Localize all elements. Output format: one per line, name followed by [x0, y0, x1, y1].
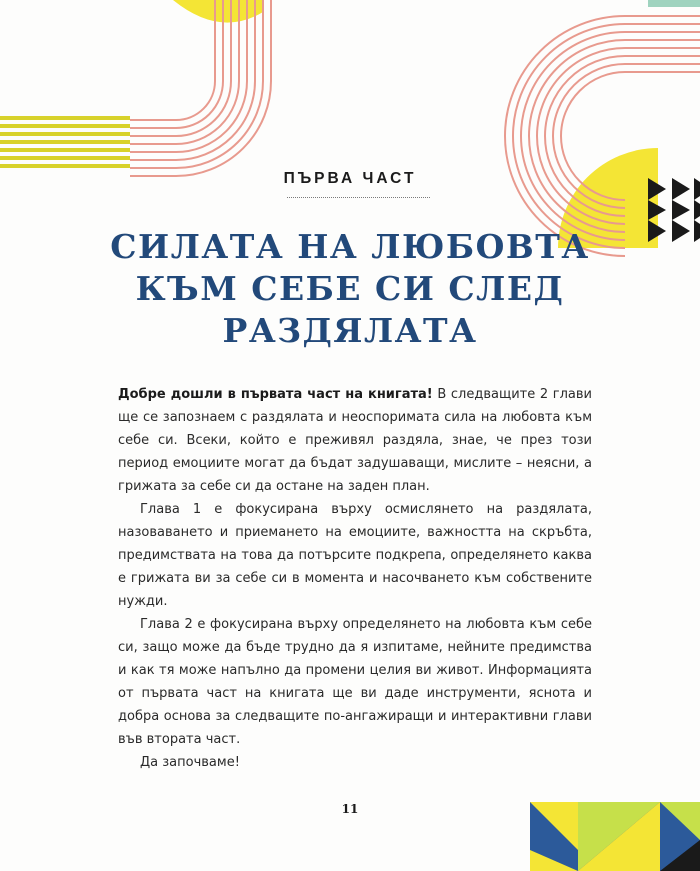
intro-bold-text: Добре дошли в първата част на книгата!: [118, 387, 433, 402]
title-line-1: СИЛАТА НА ЛЮБОВТА: [110, 227, 590, 266]
paragraph-chapter-1: Глава 1 е фокусирана върху осмислянето на раздялата, назоваването и приемането на емоциите, важността на скръбта, предимствата на това да потърсите подкрепа, определянето каква е грижата ви за себе си в момента и насочването към собствените нужди.: [118, 502, 592, 609]
paragraph-intro: [118, 383, 592, 498]
title-line-2: КЪМ СЕБЕ СИ СЛЕД: [135, 269, 565, 308]
body-text: [118, 383, 592, 774]
mint-bar-top-right: [648, 0, 700, 7]
paragraph-chapter-2: Глава 2 е фокусирана върху определянето на любовта към себе си, защо може да бъде трудно да я изпитаме, нейните предимства и как тя може напълно да промени целия ви живот. Информацията от първата част на книгата ще ви даде инструменти, яснота и добра основа за следващите по-ангажиращи и интерактивни глави във втората част.: [118, 617, 592, 747]
yellow-arc-top-left: [173, 0, 263, 23]
dotted-divider: [287, 197, 430, 198]
yellow-stripes-top-left: [0, 116, 130, 168]
paragraph-closing: Да започваме!: [140, 755, 240, 770]
coral-arcs-top-left: [130, 0, 271, 176]
title-line-3: РАЗДЯЛАТА: [222, 311, 478, 350]
chapter-title: [0, 226, 700, 352]
part-label: ПЪРВА ЧАСТ: [283, 170, 417, 187]
intro-text: В следващите 2 глави ще се запознаем с раздялата и неоспоримата сила на любовта към себе си. Всеки, който е преживял раздяла, знае, че през този период емоциите могат да бъдат задушаващи, мислите – неясни, а грижата за себе си да остане на заден план.: [118, 387, 592, 494]
page-number: 11: [341, 802, 359, 816]
